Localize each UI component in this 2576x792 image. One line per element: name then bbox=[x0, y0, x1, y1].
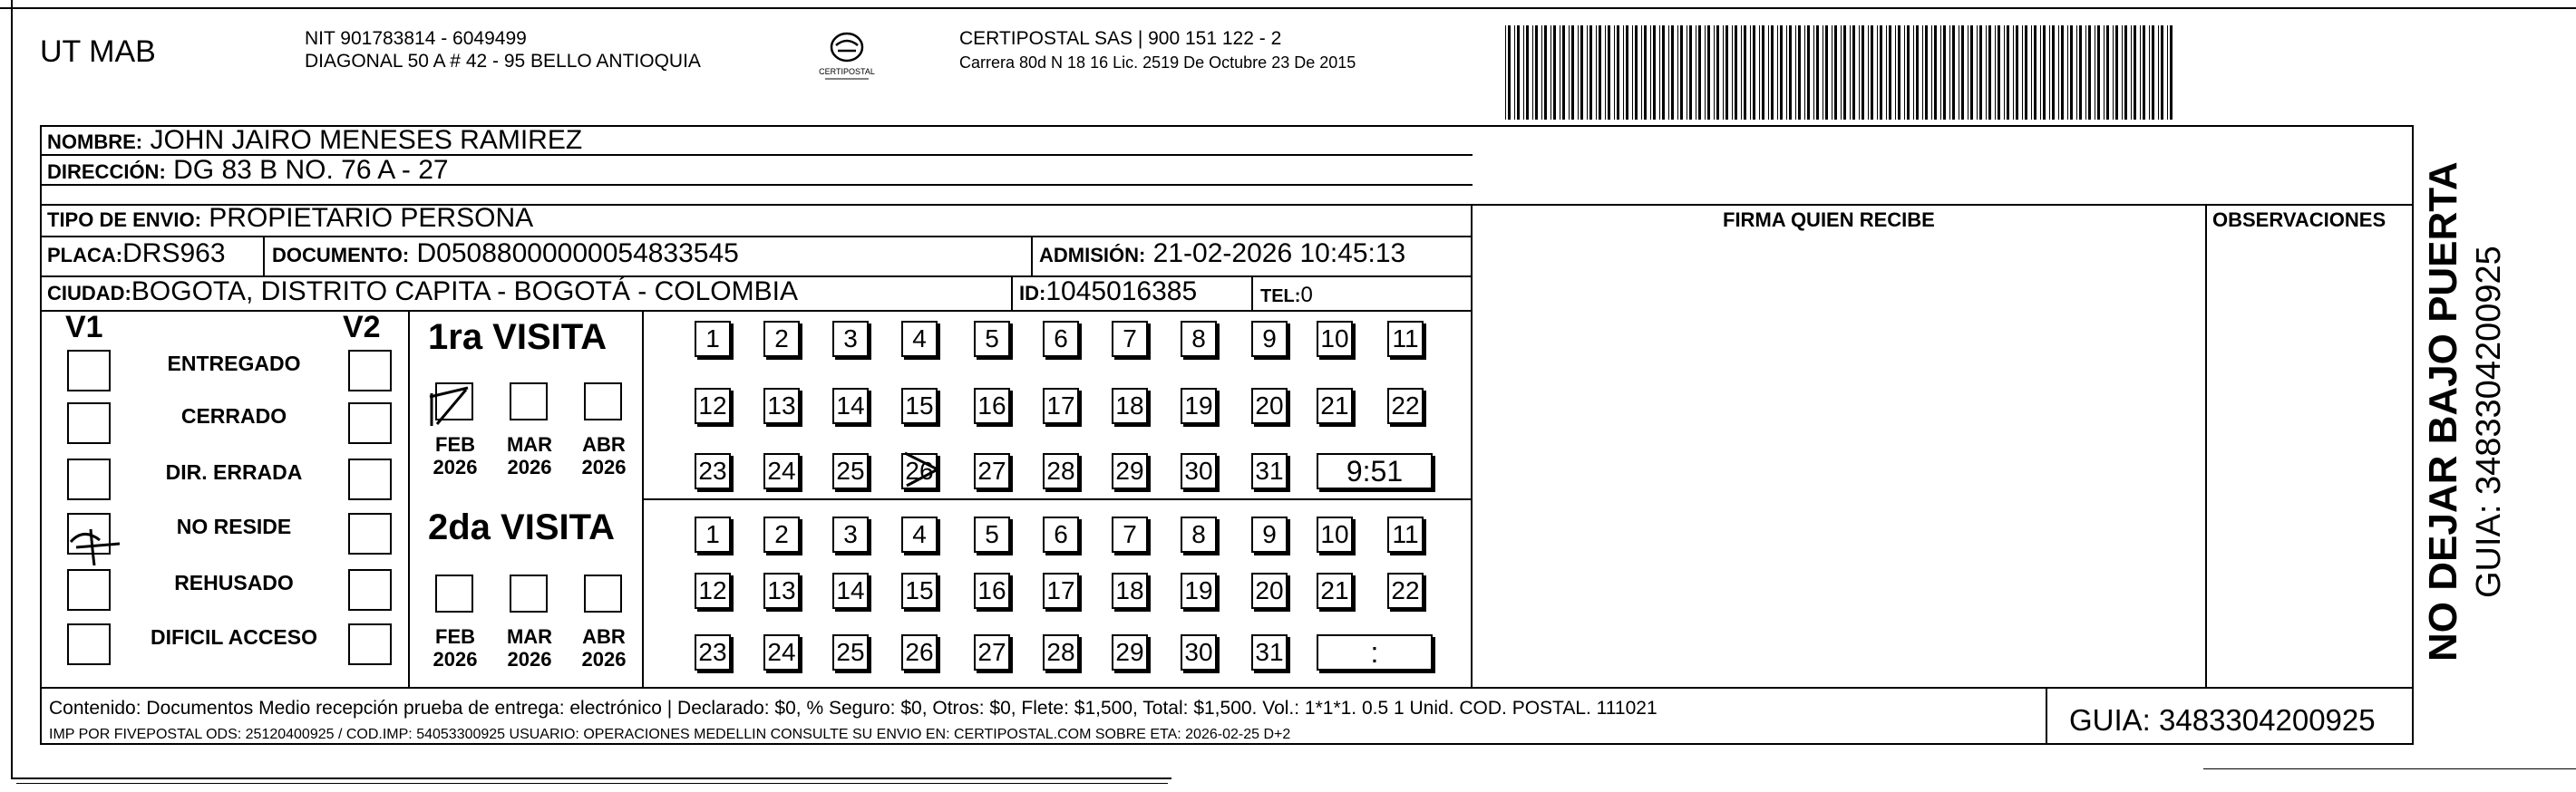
day-box[interactable]: 14 bbox=[832, 388, 869, 424]
status-checkbox-v2[interactable] bbox=[348, 459, 392, 500]
month-name: FEB bbox=[435, 433, 475, 456]
observations-header: OBSERVACIONES bbox=[2212, 208, 2386, 231]
svg-text:CERTIPOSTAL: CERTIPOSTAL bbox=[819, 67, 875, 76]
day-box[interactable]: 8 bbox=[1181, 517, 1217, 553]
day-box[interactable]: 21 bbox=[1317, 573, 1353, 609]
month-checkbox-feb[interactable] bbox=[435, 575, 473, 613]
address-label: DIRECCIÓN: bbox=[47, 160, 166, 183]
tel-label: TEL: bbox=[1260, 286, 1301, 306]
day-box[interactable]: 24 bbox=[763, 634, 800, 671]
day-box[interactable]: 14 bbox=[832, 573, 869, 609]
handwritten-check-no-reside bbox=[65, 524, 129, 569]
plate: DRS963 bbox=[122, 238, 226, 268]
row-line bbox=[40, 310, 1473, 312]
month-name: ABR bbox=[582, 433, 626, 456]
day-box[interactable]: 1 bbox=[695, 517, 731, 553]
day-box[interactable]: 29 bbox=[1112, 453, 1148, 489]
day-box[interactable]: 12 bbox=[695, 573, 731, 609]
scan-bottom-edge bbox=[16, 783, 1168, 784]
day-box[interactable]: 22 bbox=[1387, 388, 1424, 424]
status-checkbox-v1[interactable] bbox=[67, 569, 111, 611]
shipment-type-row bbox=[47, 204, 533, 235]
recipient-address-row bbox=[47, 156, 449, 187]
admission-label: ADMISIÓN: bbox=[1039, 244, 1146, 266]
status-checkbox-v1[interactable] bbox=[67, 402, 111, 444]
day-box[interactable]: 4 bbox=[901, 321, 938, 357]
month-label bbox=[426, 433, 484, 478]
col-line bbox=[1011, 275, 1013, 310]
day-box[interactable]: 2 bbox=[763, 321, 800, 357]
row-line bbox=[40, 236, 1473, 237]
month-checkbox-mar[interactable] bbox=[510, 575, 548, 613]
id-row bbox=[1019, 277, 1197, 308]
day-box[interactable]: 26 bbox=[901, 634, 938, 671]
status-checkbox-v2[interactable] bbox=[348, 569, 392, 611]
day-box[interactable]: 4 bbox=[901, 517, 938, 553]
day-box[interactable]: 9 bbox=[1251, 517, 1288, 553]
recipient-address: DG 83 B NO. 76 A - 27 bbox=[173, 155, 449, 185]
day-box[interactable]: 28 bbox=[1043, 453, 1079, 489]
day-box[interactable]: 15 bbox=[901, 388, 938, 424]
day-box[interactable]: 15 bbox=[901, 573, 938, 609]
city-row bbox=[47, 277, 798, 308]
day-box[interactable]: 31 bbox=[1251, 453, 1288, 489]
month-checkbox-abr[interactable] bbox=[584, 575, 622, 613]
day-box[interactable]: 3 bbox=[832, 517, 869, 553]
month-name: FEB bbox=[435, 625, 475, 648]
status-checkbox-v2[interactable] bbox=[348, 623, 392, 665]
day-box[interactable]: 18 bbox=[1112, 388, 1148, 424]
day-box[interactable]: 7 bbox=[1112, 321, 1148, 357]
month-year: 2026 bbox=[433, 456, 478, 478]
month-checkbox-abr[interactable] bbox=[584, 382, 622, 420]
day-box[interactable]: 20 bbox=[1251, 388, 1288, 424]
col-line bbox=[263, 236, 265, 275]
day-box[interactable]: 2 bbox=[763, 517, 800, 553]
day-box[interactable]: 23 bbox=[695, 634, 731, 671]
day-box[interactable]: 16 bbox=[974, 573, 1010, 609]
day-box[interactable]: 10 bbox=[1317, 517, 1353, 553]
day-box[interactable]: 17 bbox=[1043, 388, 1079, 424]
day-box[interactable]: 21 bbox=[1317, 388, 1353, 424]
col-line bbox=[2205, 204, 2207, 687]
day-box[interactable]: 19 bbox=[1181, 573, 1217, 609]
barcode bbox=[1503, 25, 2180, 120]
id-label: ID: bbox=[1019, 282, 1046, 304]
day-box[interactable]: 6 bbox=[1043, 321, 1079, 357]
time-box[interactable]: 9:51 bbox=[1317, 453, 1433, 489]
day-box[interactable]: 11 bbox=[1387, 517, 1424, 553]
scan-bottom-edge bbox=[2203, 768, 2576, 769]
day-box[interactable]: 27 bbox=[974, 453, 1010, 489]
month-label bbox=[501, 433, 559, 478]
info-line: IMP POR FIVEPOSTAL ODS: 25120400925 / COD.IMP: 54053300925 USUARIO: OPERACIONES MEDELLIN CONSULTE SU ENVIO EN: CERTIPOSTAL.COM SOBRE ETA: 2026-02-25 D+2 bbox=[49, 727, 1291, 742]
visit2-title: 2da VISITA bbox=[428, 507, 615, 547]
side-guia: GUIA: 3483304200925 bbox=[2470, 246, 2508, 598]
status-label: CERRADO bbox=[180, 404, 287, 428]
handwritten-mark-day-26 bbox=[901, 448, 948, 489]
col-line bbox=[1251, 275, 1253, 310]
document-label: DOCUMENTO: bbox=[272, 244, 410, 266]
day-box[interactable]: 23 bbox=[695, 453, 731, 489]
col-line bbox=[1471, 204, 1473, 687]
day-box[interactable]: 6 bbox=[1043, 517, 1079, 553]
shipment-type-label: TIPO DE ENVIO: bbox=[47, 208, 201, 231]
day-box[interactable]: 27 bbox=[974, 634, 1010, 671]
status-checkbox-v1[interactable] bbox=[67, 350, 111, 391]
day-box[interactable]: 31 bbox=[1251, 634, 1288, 671]
company-address: DIAGONAL 50 A # 42 - 95 BELLO ANTIOQUIA bbox=[305, 51, 701, 72]
day-box[interactable]: 30 bbox=[1181, 634, 1217, 671]
status-label: DIR. ERRADA bbox=[165, 460, 303, 484]
day-box[interactable]: 26 bbox=[901, 453, 938, 489]
row-line bbox=[40, 687, 2414, 689]
status-label: REHUSADO bbox=[174, 571, 294, 594]
day-box[interactable]: 13 bbox=[763, 388, 800, 424]
row-line bbox=[642, 498, 1473, 500]
status-checkbox-v2[interactable] bbox=[348, 350, 392, 391]
carrier-name: CERTIPOSTAL SAS | 900 151 122 - 2 bbox=[959, 28, 1282, 49]
v1-header: V1 bbox=[65, 310, 103, 344]
month-year: 2026 bbox=[581, 456, 627, 478]
day-box[interactable]: 5 bbox=[974, 321, 1010, 357]
day-box[interactable]: 29 bbox=[1112, 634, 1148, 671]
col-line bbox=[2046, 687, 2047, 745]
scan-left-edge bbox=[11, 0, 13, 779]
day-box[interactable]: 9 bbox=[1251, 321, 1288, 357]
day-box[interactable]: 5 bbox=[974, 517, 1010, 553]
content-line: Contenido: Documentos Medio recepción prueba de entrega: electrónico | Declarado: $0, % Seguro: $0, Otros: $0, Flete: $1,500, Total: $1,500. Vol.: 1*1*1. 0.5 1 Unid. COD. POSTAL. 111021 bbox=[49, 698, 1657, 719]
day-box[interactable]: 16 bbox=[974, 388, 1010, 424]
v2-header: V2 bbox=[343, 310, 381, 344]
day-box[interactable]: 28 bbox=[1043, 634, 1079, 671]
day-box[interactable]: 10 bbox=[1317, 321, 1353, 357]
day-box[interactable]: 18 bbox=[1112, 573, 1148, 609]
col-line bbox=[408, 310, 410, 687]
month-label bbox=[426, 625, 484, 671]
day-box[interactable]: 11 bbox=[1387, 321, 1424, 357]
month-label bbox=[575, 625, 633, 671]
admission-row bbox=[1039, 239, 1405, 270]
scan-bottom-edge bbox=[11, 778, 1171, 779]
month-year: 2026 bbox=[433, 648, 478, 671]
month-year: 2026 bbox=[581, 648, 627, 671]
day-box[interactable]: 12 bbox=[695, 388, 731, 424]
side-warning: NO DEJAR BAJO PUERTA bbox=[2421, 161, 2465, 662]
footer-guia: GUIA: 3483304200925 bbox=[2069, 703, 2376, 737]
city: BOGOTA, DISTRITO CAPITA - BOGOTÁ - COLOMBIA bbox=[131, 276, 798, 306]
day-box[interactable]: 1 bbox=[695, 321, 731, 357]
document: D05088000000054833545 bbox=[416, 238, 739, 268]
status-checkbox-v2[interactable] bbox=[348, 513, 392, 555]
plate-row bbox=[47, 239, 226, 270]
plate-label: PLACA: bbox=[47, 244, 123, 266]
visit1-title: 1ra VISITA bbox=[428, 317, 608, 357]
id-value: 1045016385 bbox=[1045, 276, 1198, 306]
recipient-name-row bbox=[47, 126, 582, 157]
status-checkbox-v1[interactable] bbox=[67, 459, 111, 500]
city-label: CIUDAD: bbox=[47, 282, 131, 304]
month-year: 2026 bbox=[507, 456, 552, 478]
day-box[interactable]: 19 bbox=[1181, 388, 1217, 424]
day-box[interactable]: 8 bbox=[1181, 321, 1217, 357]
month-name: ABR bbox=[582, 625, 626, 648]
company-name: UT MAB bbox=[40, 34, 156, 69]
shipment-type: PROPIETARIO PERSONA bbox=[209, 203, 534, 233]
day-box[interactable]: 13 bbox=[763, 573, 800, 609]
day-box[interactable]: 25 bbox=[832, 634, 869, 671]
day-box[interactable]: 3 bbox=[832, 321, 869, 357]
month-name: MAR bbox=[506, 625, 553, 648]
handwritten-check-feb bbox=[424, 381, 479, 435]
admission: 21-02-2026 10:45:13 bbox=[1152, 238, 1406, 268]
status-label: DIFICIL ACCESO bbox=[150, 625, 317, 649]
status-label: ENTREGADO bbox=[167, 352, 301, 375]
month-label bbox=[575, 433, 633, 478]
recipient-name: JOHN JAIRO MENESES RAMIREZ bbox=[150, 125, 583, 155]
month-name: MAR bbox=[506, 433, 553, 456]
day-box[interactable]: 17 bbox=[1043, 573, 1079, 609]
status-checkbox-v1[interactable] bbox=[67, 623, 111, 665]
col-line bbox=[642, 310, 644, 687]
day-box[interactable]: 25 bbox=[832, 453, 869, 489]
signature-header: FIRMA QUIEN RECIBE bbox=[1723, 208, 1935, 231]
company-nit: NIT 901783814 - 6049499 bbox=[305, 28, 527, 49]
carrier-address: Carrera 80d N 18 16 Lic. 2519 De Octubre 23 De 2015 bbox=[959, 53, 1356, 72]
document-row bbox=[272, 239, 739, 270]
month-label bbox=[501, 625, 559, 671]
day-box[interactable]: 7 bbox=[1112, 517, 1148, 553]
day-box[interactable]: 30 bbox=[1181, 453, 1217, 489]
day-box[interactable]: 22 bbox=[1387, 573, 1424, 609]
certipostal-logo bbox=[818, 29, 876, 83]
scan-top-edge bbox=[0, 7, 2576, 9]
col-line bbox=[1031, 236, 1033, 275]
day-box[interactable]: 24 bbox=[763, 453, 800, 489]
status-checkbox-v2[interactable] bbox=[348, 402, 392, 444]
name-label: NOMBRE: bbox=[47, 130, 143, 153]
day-box[interactable]: 20 bbox=[1251, 573, 1288, 609]
tel-value: 0 bbox=[1300, 283, 1313, 307]
month-checkbox-mar[interactable] bbox=[510, 382, 548, 420]
status-label: NO RESIDE bbox=[176, 515, 292, 538]
tel-row bbox=[1260, 281, 1313, 311]
time-box[interactable]: : bbox=[1317, 634, 1433, 671]
month-year: 2026 bbox=[507, 648, 552, 671]
